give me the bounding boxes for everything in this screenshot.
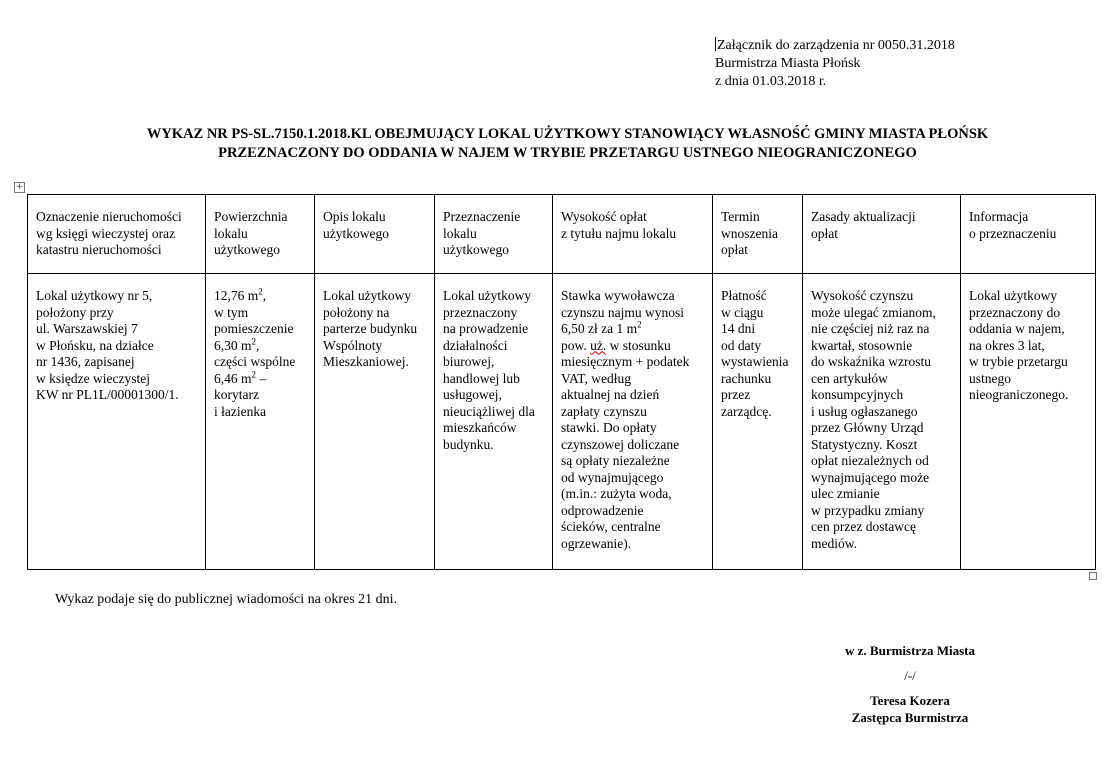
document-title <box>30 125 1105 163</box>
header-cell-area[interactable]: Powierzchnia lokalu użytkowego <box>206 195 315 274</box>
annex-header <box>715 37 955 91</box>
cell-purpose[interactable]: Lokal użytkowy przeznaczony na prowadzenie działalności biurowej, handlowej lub usługowej, nieuciążliwej dla mieszkańców budynku. <box>435 274 553 570</box>
header-cell-description[interactable]: Opis lokalu użytkowego <box>315 195 435 274</box>
cell-due-date[interactable]: Płatność w ciągu 14 dni od daty wystawienia rachunku przez zarządcę. <box>713 274 803 570</box>
annex-line-3: z dnia 01.03.2018 r. <box>715 74 827 89</box>
table-move-handle-icon[interactable]: + <box>15 182 24 192</box>
signature-mark: /-/ <box>904 668 916 683</box>
text-cursor <box>715 37 716 51</box>
header-cell-purpose[interactable]: Przeznaczenie lokalu użytkowego <box>435 195 553 274</box>
header-cell-update-rules[interactable]: Zasady aktualizacji opłat <box>803 195 961 274</box>
header-cell-fees[interactable]: Wysokość opłat z tytułu najmu lokalu <box>553 195 713 274</box>
signature-position: Zastępca Burmistrza <box>851 710 969 725</box>
header-cell-due-date[interactable]: Termin wnoszenia opłat <box>713 195 803 274</box>
spellcheck-marked-word: uż. <box>590 337 607 353</box>
cell-update-rules[interactable]: Wysokość czynszu może ulegać zmianom, nie częściej niż raz na kwartał, stosownie do wskaźnika wzrostu cen artykułów konsumpcyjnych i usług ogłaszanego przez Główny Urząd Statystyczny. Koszt opłat niezależnych od wynajmującego może ulec zmianie w przypadku zmiany cen przez dostawcę mediów. <box>803 274 961 570</box>
signature-title: w z. Burmistrza Miasta <box>845 643 975 658</box>
cell-fees[interactable]: Stawka wywoławcza czynszu najmu wynosi 6,50 zł za 1 $m^2$ pow. uż. w stosunku miesięcznym + podatek VAT, według aktualnej na dzień zapłaty czynszu stawki. Do opłaty czynszowej doliczane są opłaty niezależne od wynajmującego (m.in.: zużyta woda, odprowadzenie ścieków, centralne ogrzewanie). <box>553 274 713 570</box>
title-line-2: PRZEZNACZONY DO ODDANIA W NAJEM W TRYBIE PRZETARGU USTNEGO NIEOGRANICZONEGO <box>218 145 917 161</box>
signature-name: Teresa Kozera <box>870 693 950 708</box>
cell-description[interactable]: Lokal użytkowy położony na parterze budynku Wspólnoty Mieszkaniowej. <box>315 274 435 570</box>
footer-note: Wykaz podaje się do publicznej wiadomości na okres 21 dni. <box>55 592 398 607</box>
cell-property[interactable]: Lokal użytkowy nr 5, położony przy ul. Warszawskiej 7 w Płońsku, na działce nr 1436, zapisanej w księdze wieczystej KW nr PL1L/00001300/1. <box>28 274 206 570</box>
table-header-row <box>28 195 1096 274</box>
annex-line-2: Burmistrza Miasta Płońsk <box>715 56 861 71</box>
cell-area[interactable]: 12,76 $m^2$, w tym pomieszczenie 6,30 $m^2$, części wspólne 6,46 $m^2$ – korytarz i łazienka <box>206 274 315 570</box>
table-resize-handle[interactable] <box>1089 572 1097 580</box>
annex-line-1: Załącznik do zarządzenia nr 0050.31.2018 <box>717 38 955 53</box>
header-cell-info[interactable]: Informacja o przeznaczeniu <box>961 195 1096 274</box>
cell-info[interactable]: Lokal użytkowy przeznaczony do oddania w najem, na okres 3 lat, w trybie przetargu ustnego nieograniczonego. <box>961 274 1096 570</box>
title-line-1: WYKAZ NR PS-SL.7150.1.2018.KL OBEJMUJĄCY LOKAL UŻYTKOWY STANOWIĄCY WŁASNOŚĆ GMINY MIASTA PŁOŃSK <box>146 126 989 142</box>
table-data-row <box>28 274 1096 570</box>
listing-table <box>27 194 1096 570</box>
header-cell-property[interactable]: Oznaczenie nieruchomości wg księgi wieczystej oraz katastru nieruchomości <box>28 195 206 274</box>
